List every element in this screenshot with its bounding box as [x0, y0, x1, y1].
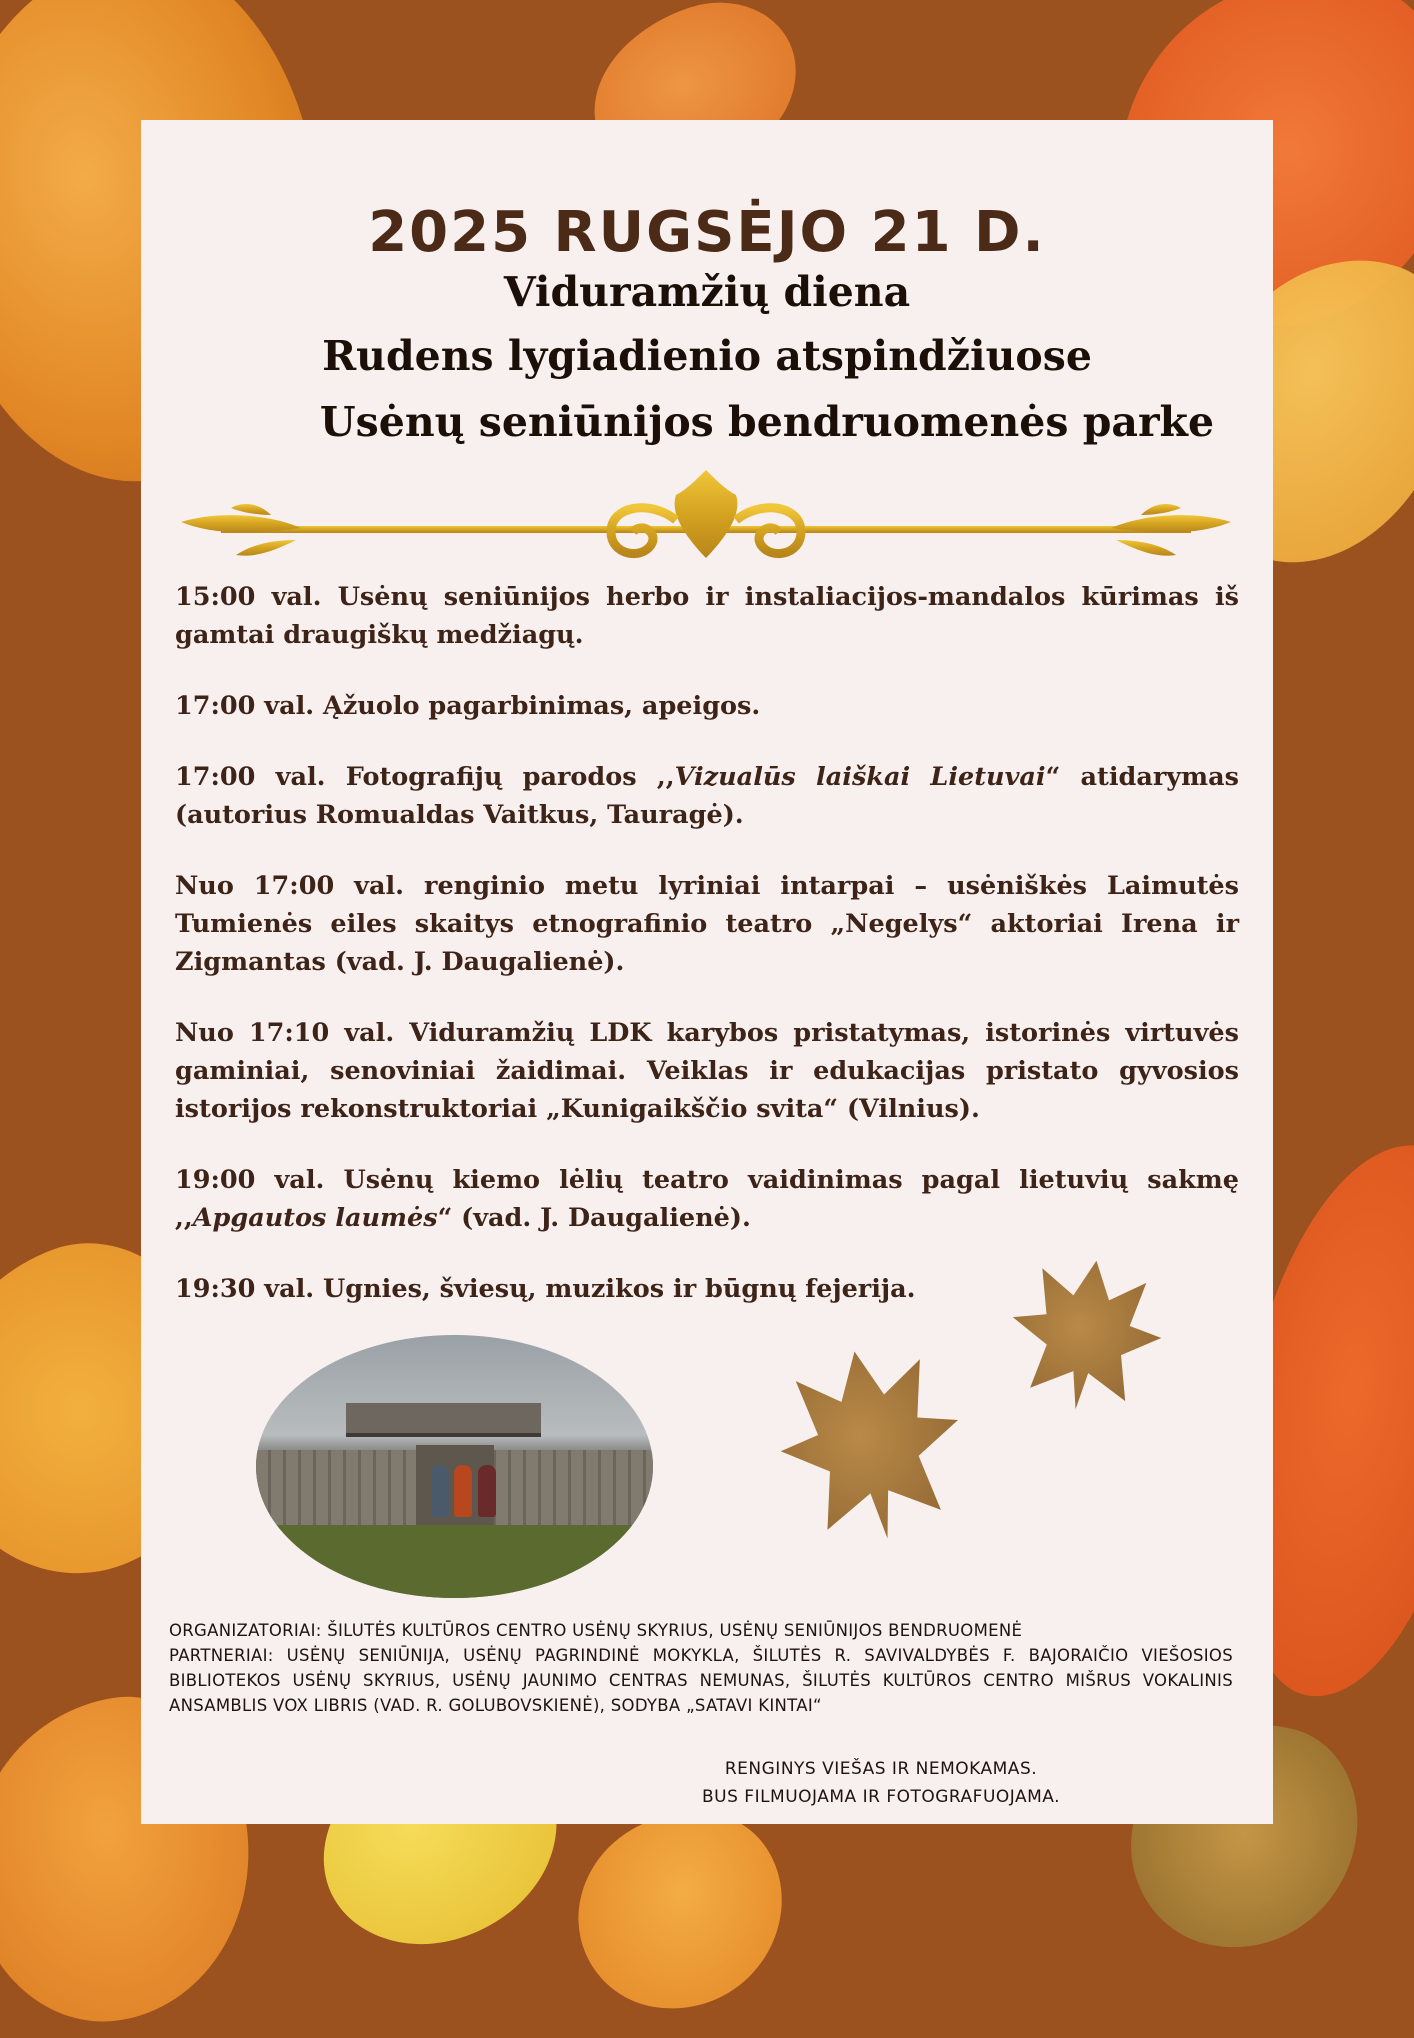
partners-text: PARTNERIAI: USĖNŲ SENIŪNIJA, USĖNŲ PAGRINDINĖ MOKYKLA, ŠILUTĖS R. SAVIVALDYBĖS F. BAJORAIČIO VIEŠOSIOS BIBLIOTEKOS USĖNŲ SKYRIUS, USĖNŲ JAUNIMO CENTRAS NEMUNAS, ŠILUTĖS KULTŪROS CENTRO MIŠRUS VOKALINIS ANSAMBLIS VOX LIBRIS (VAD. R. GOLUBOVSKIENĖ), SODYBA „SATAVI KINTAI“ [169, 1646, 1233, 1715]
event-subtitle: Rudens lygiadienio atspindžiuose [322, 332, 1092, 380]
schedule-item: 19:30 val. Ugnies, šviesų, muzikos ir būgnų fejerija. [175, 1274, 916, 1304]
schedule-item [175, 1161, 1239, 1237]
schedule-item [175, 758, 1239, 834]
free-entry-notice: RENGINYS VIEŠAS IR NEMOKAMAS. [724, 1759, 1038, 1779]
photo-person [478, 1465, 496, 1517]
photo-gate-roof [346, 1403, 541, 1437]
photo-person [431, 1465, 449, 1517]
poster-panel [141, 120, 1273, 1824]
decorative-leaf-icon [564, 1794, 796, 2026]
schedule-list [175, 578, 1239, 1341]
schedule-item: Nuo 17:10 val. Viduramžių LDK karybos pristatymas, istorinės virtuvės gaminiai, senoviniai žaidimai. Veiklas ir edukacijas pristato gyvosios istorijos rekonstruktoriai „Kunigaikščio svita“ (Vilnius). [175, 1018, 1239, 1124]
exhibition-title: Vizualūs laiškai Lietuvai [674, 762, 1046, 792]
credits [169, 1618, 1233, 1718]
schedule-item-text: “ atidarymas (autorius Romualdas Vaitkus, Tauragė). [175, 762, 1239, 830]
photo-grass [256, 1525, 653, 1598]
event-location: Usėnų seniūnijos bendruomenės parke [319, 398, 1215, 446]
medieval-gate-photo [256, 1335, 653, 1598]
schedule-item-text: “ (vad. J. Daugalienė). [437, 1203, 751, 1233]
schedule-item-text: 19:00 val. Usėnų kiemo lėlių teatro vaidinimas pagal lietuvių sakmę ,, [175, 1165, 1239, 1233]
gold-ornament-divider-icon [181, 460, 1231, 570]
organizers-text: ORGANIZATORIAI: ŠILUTĖS KULTŪROS CENTRO USĖNŲ SKYRIUS, USĖNŲ SENIŪNIJOS BENDRUOMENĖ [169, 1621, 1023, 1640]
maple-leaf-icon [766, 1336, 976, 1554]
schedule-item: Nuo 17:00 val. renginio metu lyriniai intarpai – usėniškės Laimutės Tumienės eiles skaitys etnografinio teatro „Negelys“ aktoriai Irena ir Zigmantas (vad. J. Daugalienė). [175, 871, 1239, 977]
photo-person [454, 1465, 472, 1517]
schedule-item: 17:00 val. Ąžuolo pagarbinimas, apeigos. [175, 691, 761, 721]
event-notice [621, 1755, 1141, 1811]
play-title: Apgautos laumės [192, 1203, 438, 1233]
filming-notice: BUS FILMUOJAMA IR FOTOGRAFUOJAMA. [701, 1787, 1061, 1807]
event-date: 2025 RUGSĖJO 21 D. [368, 200, 1046, 265]
schedule-item-text: 17:00 val. Fotografijų parodos ,, [175, 762, 675, 792]
schedule-item: 15:00 val. Usėnų seniūnijos herbo ir instaliacijos-mandalos kūrimas iš gamtai draugiškų medžiagų. [175, 582, 1239, 650]
event-title: Viduramžių diena [503, 268, 911, 316]
